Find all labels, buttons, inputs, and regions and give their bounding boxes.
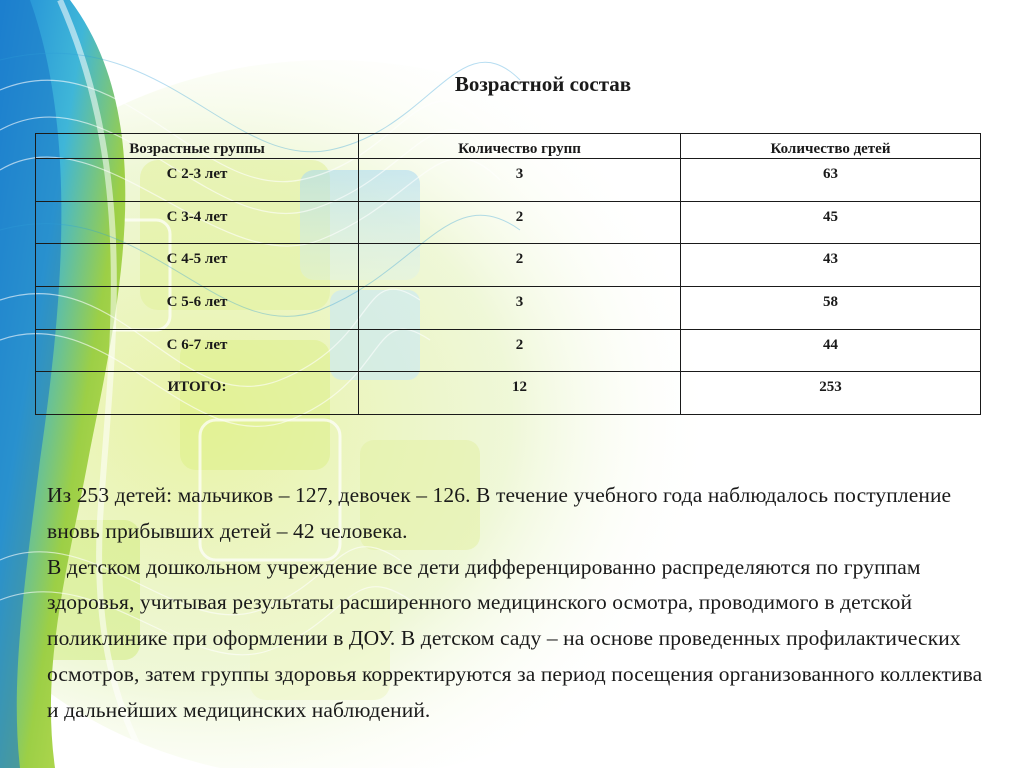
- age-group-cell: С 4-5 лет: [36, 244, 359, 287]
- children-count-cell: 58: [681, 286, 981, 329]
- age-composition-table: [35, 133, 981, 415]
- children-count-cell: 44: [681, 329, 981, 372]
- header-age-groups: Возрастные группы: [36, 134, 359, 159]
- group-count-cell: 2: [359, 201, 681, 244]
- total-children-count-cell: 253: [681, 372, 981, 415]
- children-count-cell: 63: [681, 159, 981, 202]
- group-count-cell: 3: [359, 159, 681, 202]
- group-count-cell: 3: [359, 286, 681, 329]
- table-row: [36, 159, 981, 202]
- header-group-count: Количество групп: [359, 134, 681, 159]
- body-text: [47, 478, 987, 729]
- age-group-cell: С 2-3 лет: [36, 159, 359, 202]
- table-header-row: [36, 134, 981, 159]
- table-row: [36, 286, 981, 329]
- paragraph-health-groups: В детском дошкольном учреждение все дети дифференцированно распределяются по группам здоровья, учитывая результаты расширенного медицинского осмотра, проводимого в детской поликлинике при оформлении в ДОУ. В детском саду – на основе проведенных профилактических осмотров, затем группы здоровья корректируются за период посещения организованного коллектива и дальнейших медицинских наблюдений.: [47, 554, 983, 722]
- age-group-cell: С 3-4 лет: [36, 201, 359, 244]
- children-count-cell: 43: [681, 244, 981, 287]
- group-count-cell: 2: [359, 329, 681, 372]
- table-row: [36, 244, 981, 287]
- slide-title: Возрастной состав: [454, 72, 632, 96]
- header-children-count: Количество детей: [681, 134, 981, 159]
- table-row: [36, 201, 981, 244]
- age-group-cell: С 5-6 лет: [36, 286, 359, 329]
- table-total-row: [36, 372, 981, 415]
- table-row: [36, 329, 981, 372]
- group-count-cell: 2: [359, 244, 681, 287]
- children-count-cell: 45: [681, 201, 981, 244]
- age-group-cell: С 6-7 лет: [36, 329, 359, 372]
- paragraph-enrollment: Из 253 детей: мальчиков – 127, девочек – 126. В течение учебного года наблюдалось поступление вновь прибывших детей – 42 человека.: [47, 483, 952, 543]
- total-label-cell: ИТОГО:: [36, 372, 359, 415]
- total-group-count-cell: 12: [359, 372, 681, 415]
